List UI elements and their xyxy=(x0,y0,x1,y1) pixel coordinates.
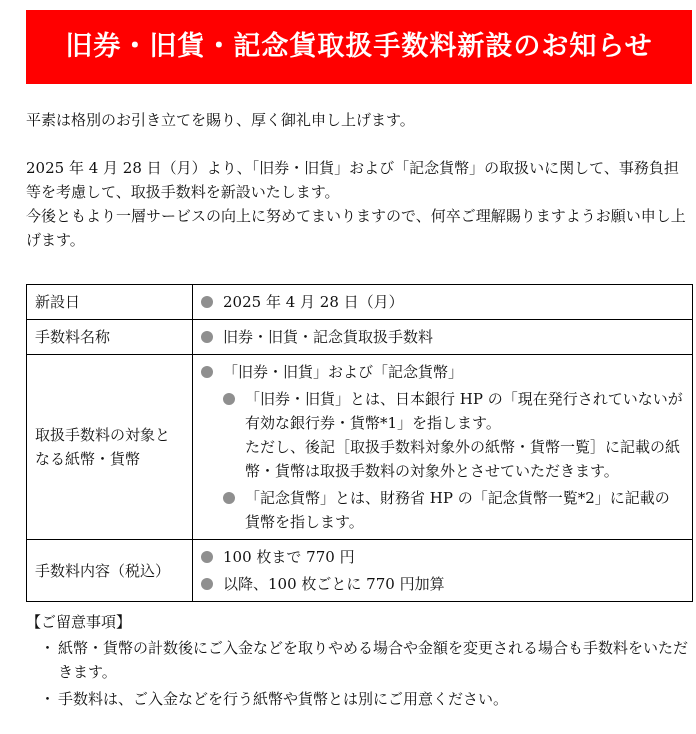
notes-heading: 【ご留意事項】 xyxy=(26,613,132,631)
note-marker: ・ xyxy=(40,639,56,657)
row-value-fee-name xyxy=(193,320,693,355)
bullet-icon xyxy=(201,331,213,343)
page-title: 旧券・旧貨・記念貨取扱手数料新設のお知らせ xyxy=(65,31,653,62)
row-label-start-date: 新設日 xyxy=(27,285,193,320)
bullet-icon xyxy=(201,366,213,378)
exclusion-note: ただし、後記［取扱手数料対象外の紙幣・貨幣一覧］に記載の紙幣・貨幣は取扱手数料の対象外とさせていただきます。 xyxy=(245,438,681,480)
row-label-target-currency: 取扱手数料の対象となる紙幣・貨幣 xyxy=(27,355,193,540)
greeting-paragraph: 平素は格別のお引き立てを賜り、厚く御礼申し上げます。 xyxy=(26,111,415,129)
table-row xyxy=(27,320,693,355)
row-value-fee-content xyxy=(193,540,693,602)
bullet-icon xyxy=(223,393,235,405)
bullet-icon xyxy=(201,296,213,308)
commemorative-coin-definition: 「記念貨幣」とは、財務省 HP の「記念貨幣一覧*2」に記載の貨幣を指します。 xyxy=(245,489,670,531)
bullet-icon xyxy=(201,578,213,590)
table-row xyxy=(27,285,693,320)
row-label-fee-content: 手数料内容（税込） xyxy=(27,540,193,602)
bullet-icon xyxy=(223,492,235,504)
announcement-paragraph: 2025 年 4 月 28 日（月）より、「旧券・旧貨」および「記念貨幣」の取扱いに関して、事務負担等を考慮して、取扱手数料を新設いたします。 xyxy=(26,159,679,201)
list-item: 旧券・旧貨・記念貨取扱手数料 xyxy=(201,325,684,349)
bullet-icon xyxy=(201,551,213,563)
list-item: 2025 年 4 月 28 日（月） xyxy=(201,290,684,314)
list-item xyxy=(223,486,684,534)
old-notes-definition: 「旧券・旧貨」とは、日本銀行 HP の「現在発行されていないが有効な銀行券・貨幣*1」を指します。 xyxy=(245,390,683,432)
list-item: ・ 紙幣・貨幣の計数後にご入金などを取りやめる場合や金額を変更される場合も手数料をいただきます。 xyxy=(40,636,692,684)
list-item: 「旧券・旧貨」および「記念貨幣」 xyxy=(201,360,684,384)
row-label-fee-name: 手数料名称 xyxy=(27,320,193,355)
closing-paragraph: 今後ともより一層サービスの向上に努めてまいりますので、何卒ご理解賜りますようお願い申し上げます。 xyxy=(26,207,686,249)
notes-list xyxy=(40,636,692,714)
row-value-target-currency xyxy=(193,355,693,540)
list-item: 100 枚まで 770 円 xyxy=(201,545,684,569)
list-item xyxy=(223,387,684,483)
list-item: 以降、100 枚ごとに 770 円加算 xyxy=(201,572,684,596)
page-title-banner xyxy=(26,10,692,84)
note-marker: ・ xyxy=(40,690,56,708)
list-item: ・ 手数料は、ご入金などを行う紙幣や貨幣とは別にご用意ください。 xyxy=(40,687,692,711)
table-row xyxy=(27,355,693,540)
row-value-start-date xyxy=(193,285,693,320)
fee-info-table xyxy=(26,284,693,602)
table-row xyxy=(27,540,693,602)
